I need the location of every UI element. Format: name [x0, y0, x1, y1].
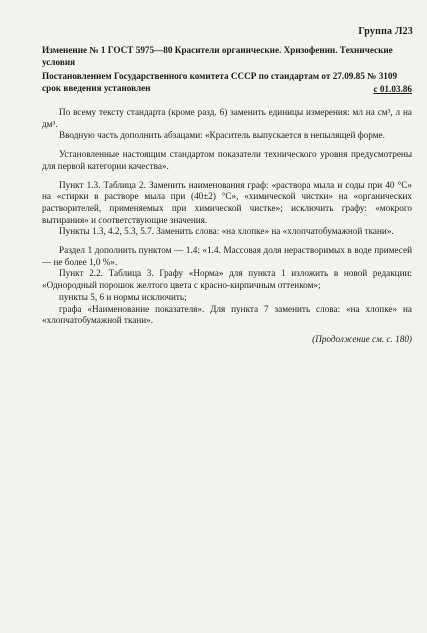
paragraph: пункты 5, 6 и нормы исключить; [59, 291, 187, 302]
decree-block [42, 70, 412, 94]
paragraph: Пункты 1.3, 4.2, 5.3, 5.7. Заменить слова: «на хлопке» на «хлопчатобумажной ткани». [59, 226, 394, 237]
amendment-body [42, 107, 412, 346]
paragraph: Раздел 1 дополнить пунктом — 1.4: «1.4. Массовая доля нерастворимых в воде примесей — не более 1,0 %». [42, 245, 412, 267]
continuation-note: (Продолжение см. с. 180) [312, 333, 412, 344]
group-code: Группа Л23 [358, 26, 413, 37]
paragraph: Пункт 2.2. Таблица 3. Графу «Норма» для пункта 1 изложить в новой редакции: «Однородный порошок желтого цвета с красно-кирпичным оттенком»; [42, 268, 412, 291]
paragraph: Вводную часть дополнить абзацами: «Краситель выпускается в непылящей форме. [59, 130, 385, 141]
decree-text: Постановлением Государственного комитета СССР по стандартам от 27.09.85 № 3109 срок введения установлен [42, 71, 398, 93]
paragraph: графа «Наименование показателя». Для пункта 7 заменить слова: «на хлопке» на «хлопчатобумажной ткани». [42, 303, 412, 326]
effective-date: с 01.03.86 [373, 84, 412, 94]
amendment-title: Изменение № 1 ГОСТ 5975—80 Красители органические. Хризофенин. Технические условия [42, 45, 393, 67]
paragraph: Установленные настоящим стандартом показатели технического уровня предусмотрены для первой категории качества». [42, 149, 412, 171]
paragraph: Пункт 1.3. Таблица 2. Заменить наименования граф: «раствора мыла и соды при 40 °С» на «стирки в растворе мыла при (40±2) °С», «химической чистки» на «органических растворителей, применяемых при химической чистке»; исключить графу: «мокрого вытирания» и соответствующие значения. [42, 179, 412, 225]
paragraph: По всему тексту стандарта (кроме разд. 6) заменить единицы измерения: мл на см³, л на дм³. [42, 107, 412, 129]
